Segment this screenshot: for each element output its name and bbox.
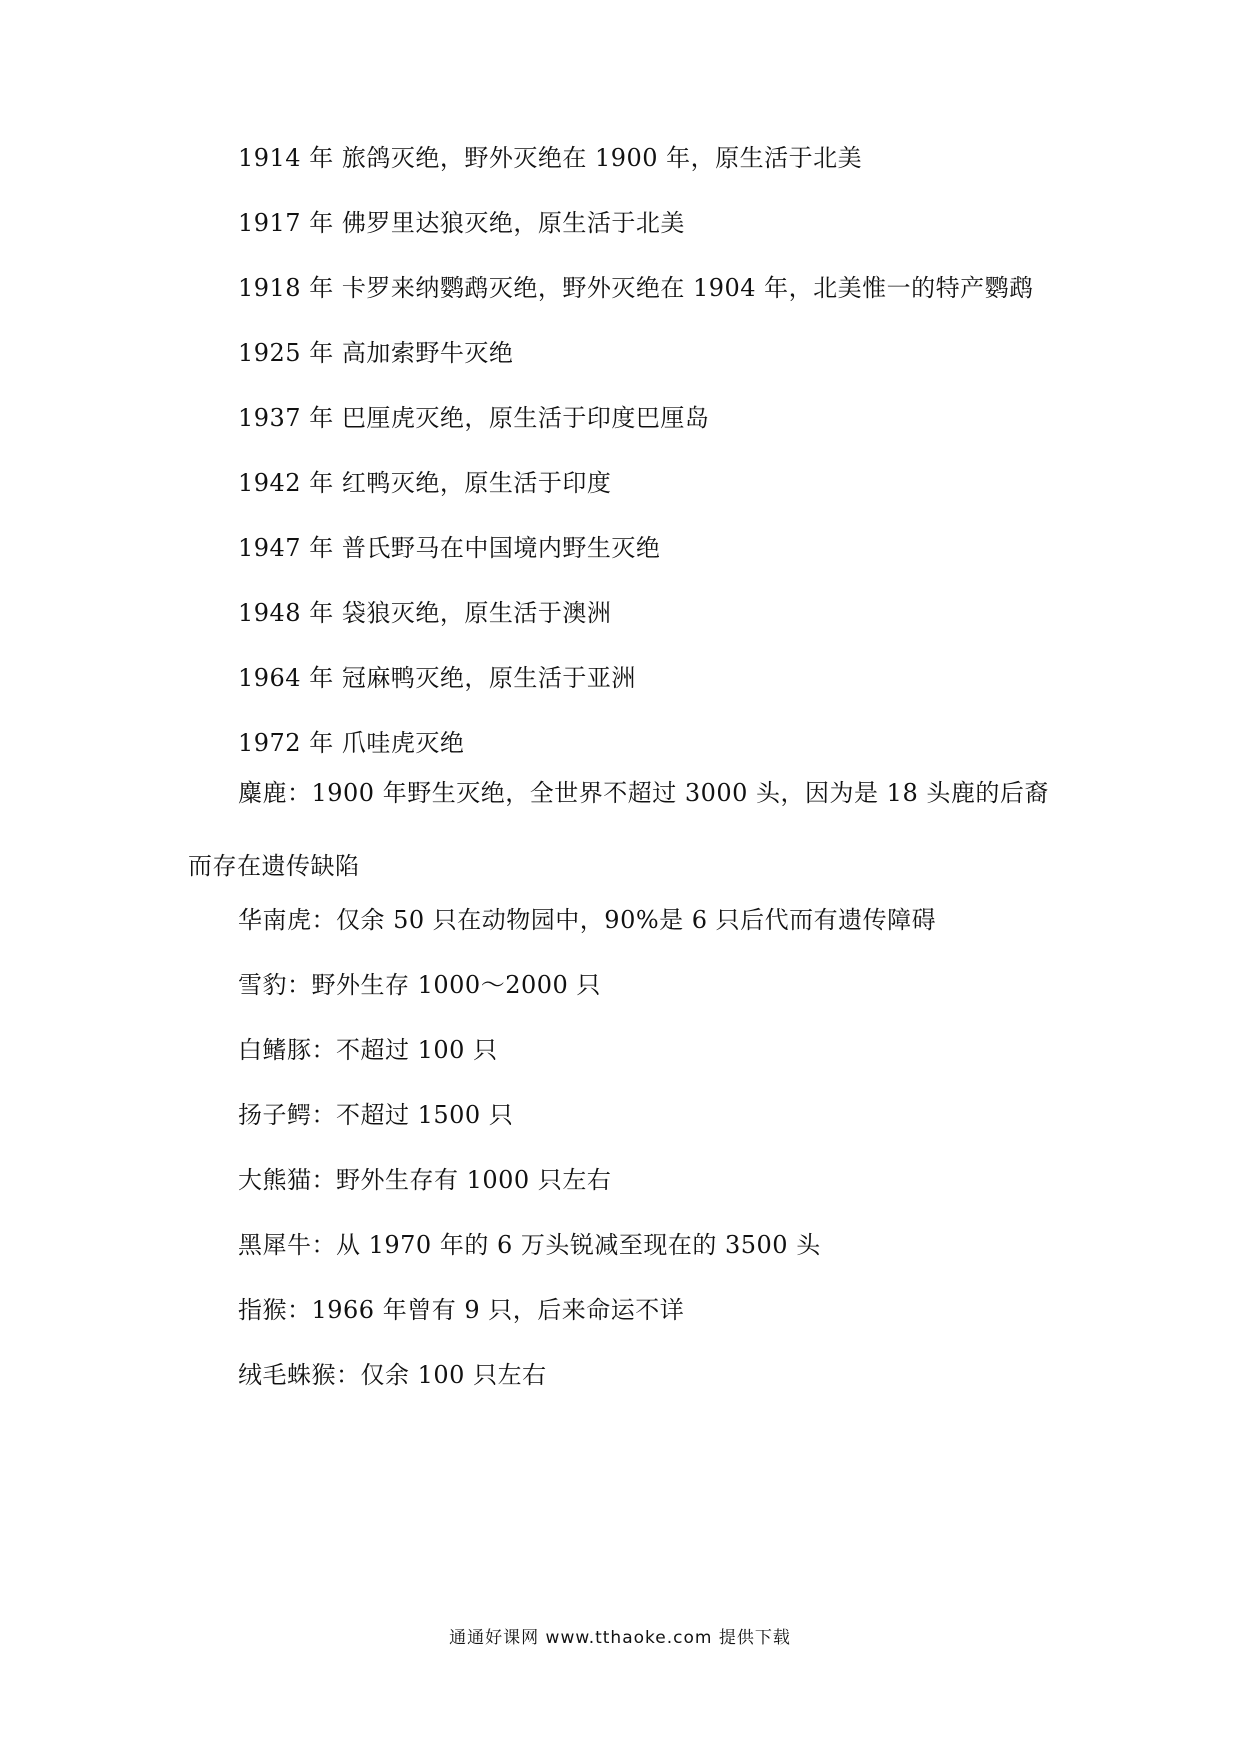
species-paragraph-milu: 麋鹿：1900 年野生灭绝，全世界不超过 3000 头，因为是 18 头鹿的后裔而存在遗传缺陷 [188, 779, 1049, 880]
species-entry-woolly-spider-monkey: 绒毛蛛猴：仅余 100 只左右 [238, 1361, 547, 1389]
page-footer: 通通好课网 www.tthaoke.com 提供下载 [449, 1628, 791, 1648]
species-entry-aye-aye: 指猴：1966 年曾有 9 只，后来命运不详 [238, 1296, 685, 1324]
species-entry-black-rhino: 黑犀牛：从 1970 年的 6 万头锐减至现在的 3500 头 [238, 1231, 821, 1259]
timeline-entry-1925: 1925 年 高加索野牛灭绝 [238, 339, 514, 367]
species-entry-baiji: 白鳍豚：不超过 100 只 [238, 1036, 498, 1064]
timeline-entry-1937: 1937 年 巴厘虎灭绝，原生活于印度巴厘岛 [238, 404, 710, 432]
species-entry-giant-panda: 大熊猫：野外生存有 1000 只左右 [238, 1166, 612, 1194]
timeline-entry-1947: 1947 年 普氏野马在中国境内野生灭绝 [238, 534, 661, 562]
species-entry-south-china-tiger: 华南虎：仅余 50 只在动物园中，90%是 6 只后代而有遗传障碍 [238, 906, 937, 934]
timeline-entry-1948: 1948 年 袋狼灭绝，原生活于澳洲 [238, 599, 612, 627]
timeline-entry-1914: 1914 年 旅鸽灭绝，野外灭绝在 1900 年，原生活于北美 [238, 144, 863, 172]
timeline-entry-1918: 1918 年 卡罗来纳鹦鹉灭绝，野外灭绝在 1904 年，北美惟一的特产鹦鹉 [238, 274, 1034, 302]
timeline-entry-1964: 1964 年 冠麻鸭灭绝，原生活于亚洲 [238, 664, 636, 692]
timeline-entry-1942: 1942 年 红鸭灭绝，原生活于印度 [238, 469, 612, 497]
timeline-entry-1917: 1917 年 佛罗里达狼灭绝，原生活于北美 [238, 209, 685, 237]
timeline-entry-1972: 1972 年 爪哇虎灭绝 [238, 729, 465, 757]
species-entry-chinese-alligator: 扬子鳄：不超过 1500 只 [238, 1101, 514, 1129]
species-entry-snow-leopard: 雪豹：野外生存 1000～2000 只 [238, 971, 601, 999]
